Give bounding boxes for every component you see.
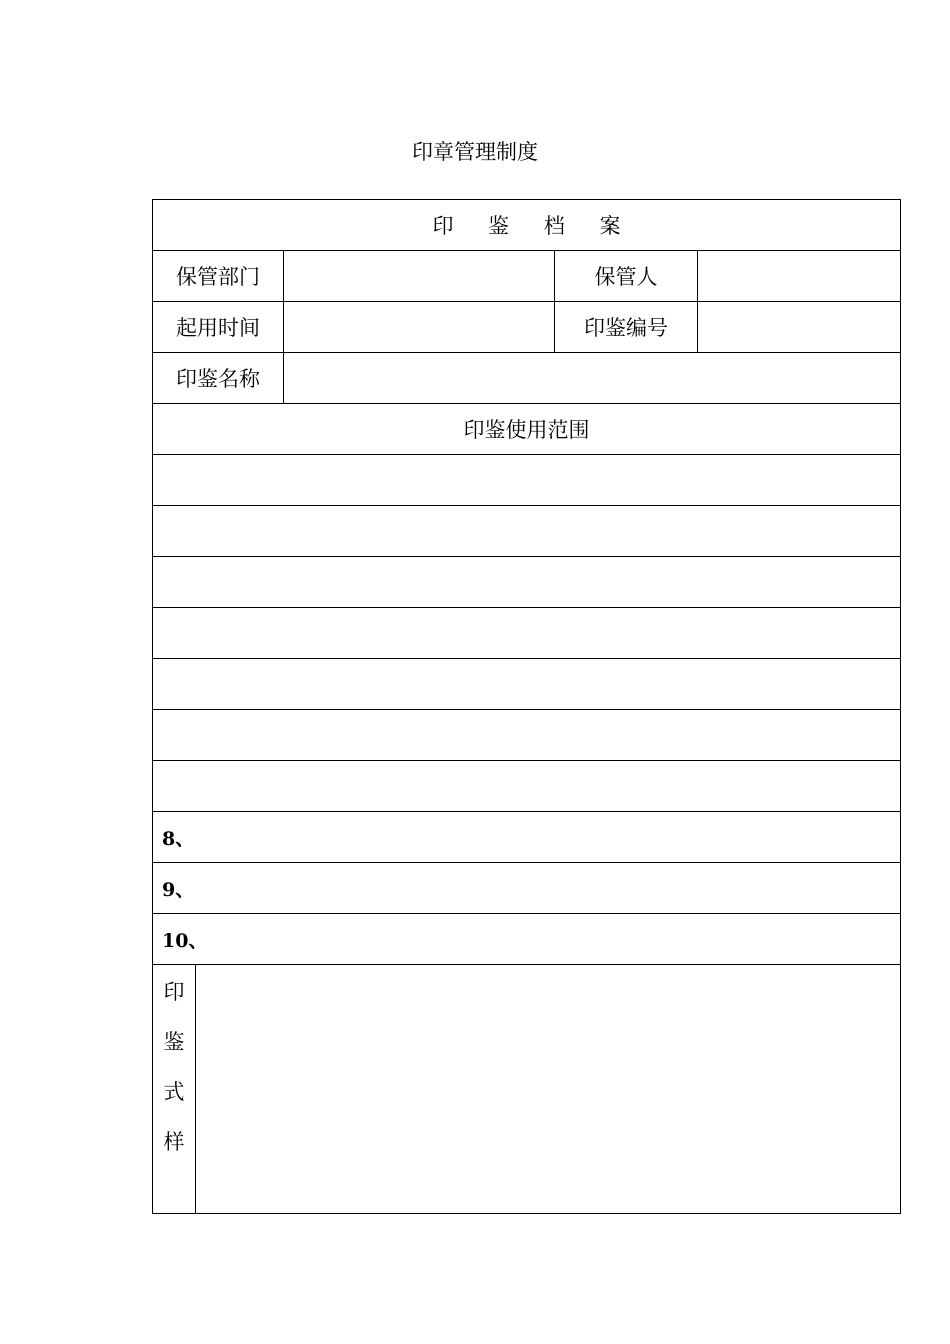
keeper-label: 保管人 — [555, 251, 698, 302]
scope-item-4[interactable] — [153, 608, 901, 659]
seal-name-label: 印鉴名称 — [153, 353, 284, 404]
scope-item-2[interactable] — [153, 506, 901, 557]
sample-label-char: 式 — [163, 1080, 185, 1104]
sample-label-char: 鉴 — [163, 1030, 185, 1054]
scope-row — [153, 914, 901, 965]
seal-name-field[interactable] — [284, 353, 901, 404]
scope-row — [153, 863, 901, 914]
scope-row — [153, 608, 901, 659]
sample-row — [153, 965, 901, 1214]
table-row — [153, 353, 901, 404]
table-row — [153, 251, 901, 302]
scope-row — [153, 659, 901, 710]
scope-item-7[interactable] — [153, 761, 901, 812]
scope-item-5[interactable] — [153, 659, 901, 710]
keeper-field[interactable] — [698, 251, 901, 302]
table-header-row — [153, 200, 901, 251]
scope-row — [153, 812, 901, 863]
seal-number-label: 印鉴编号 — [555, 302, 698, 353]
scope-item-8[interactable]: 8、 — [153, 812, 901, 863]
dept-field[interactable] — [284, 251, 555, 302]
scope-row — [153, 455, 901, 506]
scope-row — [153, 761, 901, 812]
table-row — [153, 302, 901, 353]
dept-label: 保管部门 — [153, 251, 284, 302]
scope-item-10[interactable]: 10、 — [153, 914, 901, 965]
scope-header-row — [153, 404, 901, 455]
scope-row — [153, 710, 901, 761]
seal-record-table — [152, 199, 901, 1214]
scope-item-1[interactable] — [153, 455, 901, 506]
scope-row — [153, 557, 901, 608]
start-date-label: 起用时间 — [153, 302, 284, 353]
sample-label-char: 印 — [163, 980, 185, 1004]
scope-item-9[interactable]: 9、 — [153, 863, 901, 914]
document-title: 印章管理制度 — [412, 140, 538, 164]
scope-row — [153, 506, 901, 557]
seal-sample-label — [153, 965, 196, 1214]
table-header: 印 鉴 档 案 — [153, 200, 901, 251]
seal-sample-area[interactable] — [196, 965, 901, 1214]
start-date-field[interactable] — [284, 302, 555, 353]
seal-number-field[interactable] — [698, 302, 901, 353]
sample-label-char: 样 — [163, 1130, 185, 1154]
scope-header: 印鉴使用范围 — [153, 404, 901, 455]
scope-item-3[interactable] — [153, 557, 901, 608]
scope-item-6[interactable] — [153, 710, 901, 761]
